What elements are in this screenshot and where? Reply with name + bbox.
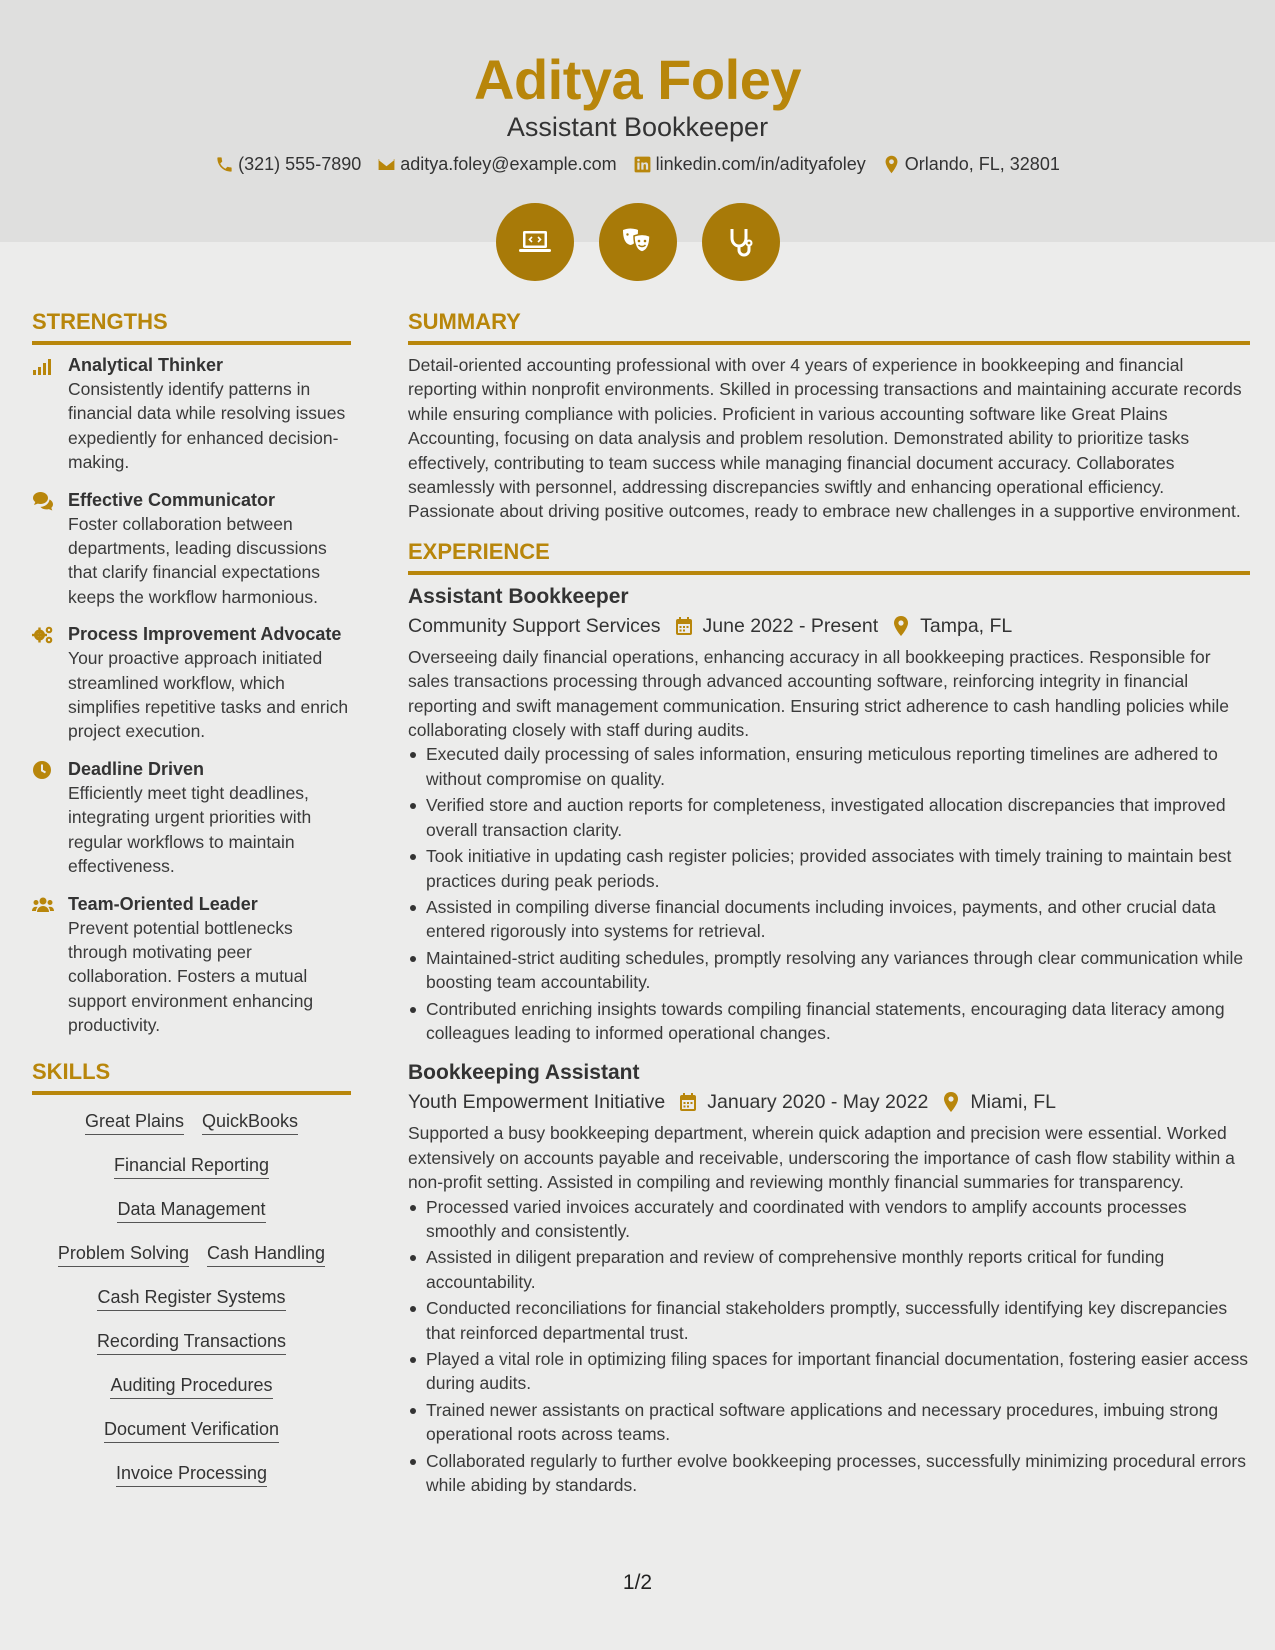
job-entry: [408, 583, 1250, 1046]
skills-list: [32, 1109, 351, 1487]
job-bullet: Collaborated regularly to further evolve bookkeeping processes, successfully minimizing procedural errors while abiding by standards.: [408, 1449, 1250, 1498]
interest-circle-medical: [702, 203, 780, 281]
skill-row: [32, 1461, 351, 1487]
summary-heading: SUMMARY: [408, 308, 1250, 345]
strength-name: Team-Oriented Leader: [68, 893, 258, 914]
job-dates: June 2022 - Present: [702, 614, 879, 637]
interest-circle-tech: [496, 203, 574, 281]
candidate-name: Aditya Foley: [474, 48, 801, 111]
skill-row: [32, 1373, 351, 1399]
strength-item: [32, 892, 351, 1038]
candidate-title: Assistant Bookkeeper: [506, 112, 769, 142]
envelope-icon: [377, 155, 396, 174]
skill-tag: Financial Reporting: [114, 1153, 269, 1179]
skill-row: [32, 1417, 351, 1443]
job-title: Bookkeeping Assistant: [408, 1061, 640, 1085]
job-bullet: Assisted in compiling diverse financial documents including invoices, payments, and other crucial data entered rigorously into systems for retrieval.: [408, 895, 1250, 944]
contact-phone[interactable]: [215, 152, 361, 176]
skill-tag: Document Verification: [104, 1417, 279, 1443]
skill-tag: Data Management: [117, 1197, 265, 1223]
linkedin-icon: [633, 155, 652, 174]
job-title: Assistant Bookkeeper: [408, 584, 629, 608]
contact-bar: [0, 152, 1275, 176]
left-column: [32, 308, 351, 1505]
strength-desc: Consistently identify patterns in financial data while resolving issues expediently for enhanced decision-making.: [68, 379, 346, 473]
job-bullets: [408, 1195, 1250, 1498]
map-marker-icon: [892, 616, 910, 636]
skill-row: [32, 1109, 351, 1135]
users-icon: [32, 895, 54, 915]
skill-tag: QuickBooks: [202, 1109, 298, 1135]
strength-desc: Your proactive approach initiated streamlined workflow, which simplifies repetitive tasks and enrich project execution.: [68, 648, 349, 742]
job-bullet: Verified store and auction reports for completeness, investigated allocation discrepancies that improved overall transaction clarity.: [408, 793, 1250, 842]
skill-tag: Auditing Procedures: [110, 1373, 272, 1399]
map-marker-icon: [882, 155, 901, 174]
strength-name: Analytical Thinker: [68, 355, 224, 375]
skill-tag: Cash Register Systems: [97, 1285, 285, 1311]
location-text: Orlando, FL, 32801: [904, 154, 1060, 174]
calendar-icon: [675, 616, 693, 636]
stethoscope-icon: [721, 222, 761, 262]
linkedin-text: linkedin.com/in/adityafoley: [655, 154, 866, 174]
job-company: Community Support Services: [408, 614, 661, 637]
job-bullets: [408, 742, 1250, 1045]
strengths-heading: STRENGTHS: [32, 308, 351, 345]
job-bullet: Maintained-strict auditing schedules, promptly resolving any variances through clear communication while boosting team accountability.: [408, 946, 1250, 995]
strength-desc: Prevent potential bottlenecks through motivating peer collaboration. Fosters a mutual support environment enhancing productivity.: [68, 917, 314, 1036]
job-entry: [408, 1059, 1250, 1497]
skill-tag: Cash Handling: [207, 1241, 325, 1267]
theater-masks-icon: [618, 222, 658, 262]
phone-icon: [215, 155, 234, 174]
cogs-icon: [32, 625, 54, 645]
experience-heading: EXPERIENCE: [408, 538, 1250, 575]
job-bullet: Contributed enriching insights towards compiling financial statements, encouraging data literacy among colleagues leading to informed operational changes.: [408, 997, 1250, 1046]
job-meta: [408, 611, 1250, 641]
skill-tag: Great Plains: [85, 1109, 184, 1135]
strength-item: [32, 353, 351, 475]
strength-desc: Foster collaboration between departments, leading discussions that clarify financial expectations keeps the workflow harmonious.: [68, 513, 327, 607]
map-marker-icon: [942, 1092, 960, 1112]
interest-icons: [0, 203, 1275, 281]
skill-row: [32, 1329, 351, 1355]
job-bullet: Assisted in diligent preparation and review of comprehensive monthly reports critical for funding accountability.: [408, 1245, 1250, 1294]
job-bullet: Executed daily processing of sales information, ensuring meticulous reporting timelines are adhered to without compromise on quality.: [408, 742, 1250, 791]
interest-circle-theater: [599, 203, 677, 281]
strengths-list: [32, 353, 351, 1038]
job-description: Supported a busy bookkeeping department, wherein quick adaption and precision were essential. Worked extensively on accounts payable and receivable, underscoring the importance of cash flow stability within a non-profit setting. Assisted in compiling and reviewing monthly financial summaries for transparency.: [408, 1123, 1235, 1193]
contact-location: [882, 152, 1060, 176]
email-text: aditya.foley@example.com: [400, 154, 617, 174]
skill-tag: Recording Transactions: [97, 1329, 286, 1355]
job-bullet: Processed varied invoices accurately and coordinated with vendors to amplify accounts processes smoothly and consistently.: [408, 1195, 1250, 1244]
skill-tag: Invoice Processing: [116, 1461, 267, 1487]
skill-row: [32, 1241, 351, 1267]
contact-linkedin[interactable]: [633, 152, 866, 176]
skill-row: [32, 1197, 351, 1223]
job-bullet: Trained newer assistants on practical software applications and necessary procedures, imbuing strong operational roots across teams.: [408, 1398, 1250, 1447]
laptop-code-icon: [515, 222, 555, 262]
job-meta: [408, 1087, 1250, 1117]
signal-bars-icon: [32, 356, 54, 376]
summary-text: Detail-oriented accounting professional with over 4 years of experience in bookkeeping and financial reporting within nonprofit environments. Skilled in processing transactions and maintaining accurate records while ensuring compliance with policies. Proficient in various accounting software like Great Plains Accounting, focusing on data analysis and problem resolution. Demonstrated ability to prioritize tasks effectively, contributing to team success while managing financial document accuracy. Collaborates seamlessly with personnel, addressing discrepancies swiftly and enhancing operational efficiency. Passionate about driving positive outcomes, ready to embrace new challenges in a supportive environment.: [408, 355, 1242, 522]
phone-text: (321) 555-7890: [238, 154, 362, 174]
page-number: 1/2: [622, 1571, 653, 1594]
skill-tag: Problem Solving: [58, 1241, 189, 1267]
job-location: Miami, FL: [970, 1091, 1056, 1114]
job-location: Tampa, FL: [920, 614, 1013, 637]
job-bullet: Played a vital role in optimizing filing spaces for important financial documentation, fostering easier access during audits.: [408, 1347, 1250, 1396]
comments-icon: [32, 491, 54, 511]
right-column: [408, 308, 1250, 1511]
strength-name: Process Improvement Advocate: [68, 624, 342, 645]
job-bullet: Took initiative in updating cash register policies; provided associates with timely training to maintain best practices during peak periods.: [408, 844, 1250, 893]
strength-item: [32, 622, 351, 744]
job-bullet: Conducted reconciliations for financial stakeholders promptly, successfully identifying key discrepancies that reinforced departmental trust.: [408, 1296, 1250, 1345]
strength-name: Deadline Driven: [68, 758, 205, 779]
job-dates: January 2020 - May 2022: [707, 1091, 929, 1114]
clock-icon: [32, 760, 54, 780]
strength-item: [32, 757, 351, 879]
skill-row: [32, 1285, 351, 1311]
strength-name: Effective Communicator: [68, 489, 276, 510]
skills-heading: SKILLS: [32, 1058, 351, 1095]
skill-row: [32, 1153, 351, 1179]
calendar-icon: [679, 1092, 697, 1112]
contact-email[interactable]: [377, 152, 616, 176]
strength-item: [32, 488, 351, 610]
job-company: Youth Empowerment Initiative: [408, 1091, 666, 1114]
strength-desc: Efficiently meet tight deadlines, integrating urgent priorities with regular workflows to maintain effectiveness.: [68, 782, 312, 877]
job-description: Overseeing daily financial operations, enhancing accuracy in all bookkeeping practices. Responsible for sales transactions processing through advanced accounting software, reinforcing integrity in financial reporting and swift management communication. Ensuring strict adherence to cash handling policies while collaborating closely with staff during audits.: [408, 646, 1229, 741]
